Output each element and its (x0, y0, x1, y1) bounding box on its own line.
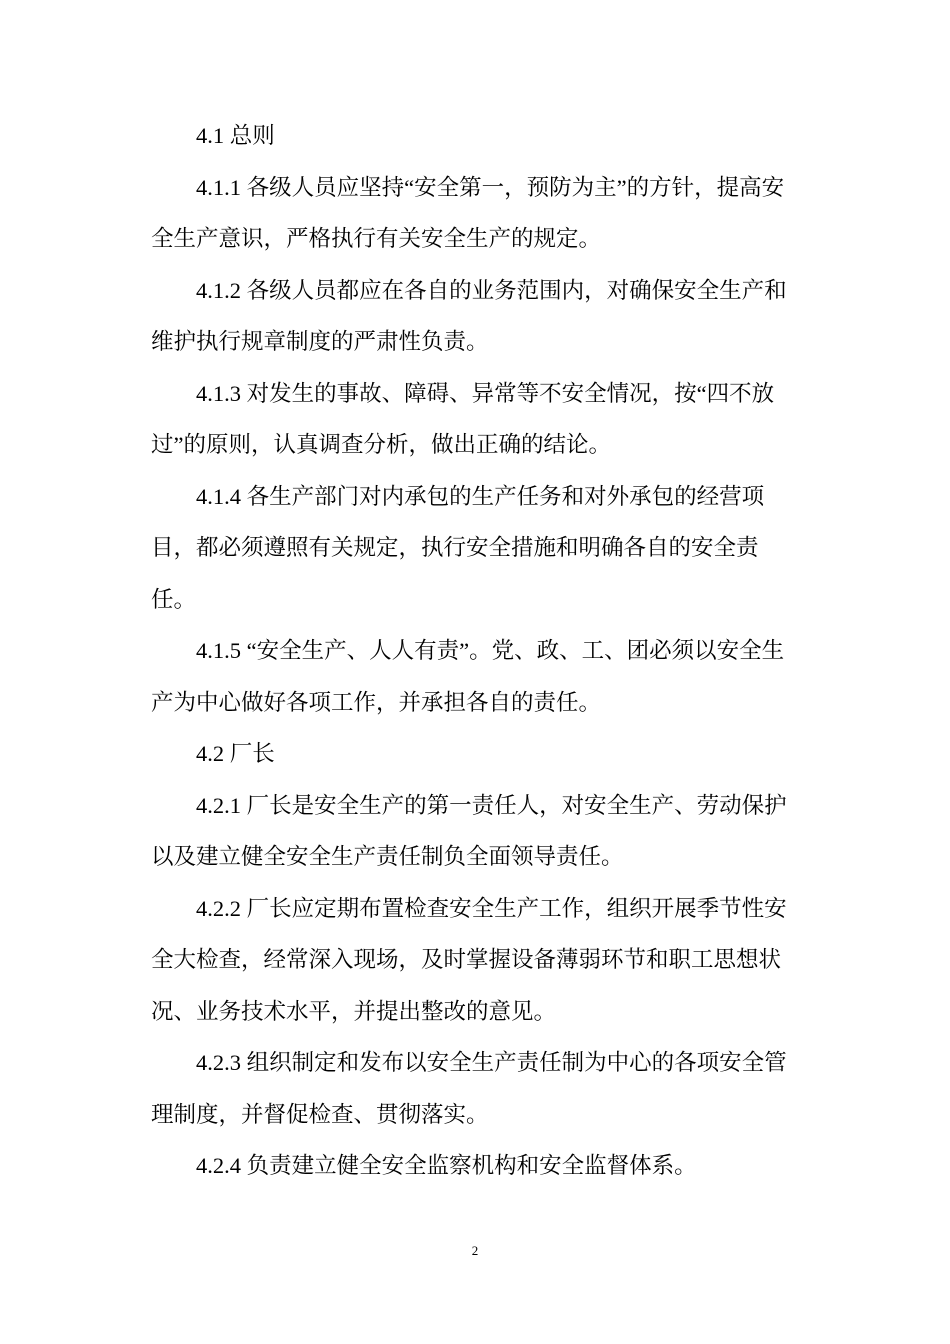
page-number: 2 (471, 1243, 479, 1258)
paragraph-4-1-1: 4.1.1 各级人员应坚持“安全第一，预防为主”的方针，提高安全生产意识，严格执行有关安全生产的规定。 (151, 174, 785, 251)
paragraph-4-2-4: 4.2.4 负责建立健全安全监察机构和安全监督体系。 (196, 1153, 697, 1178)
document-body (151, 110, 791, 1192)
paragraph-4-2-2: 4.2.2 厂长应定期布置检查安全生产工作，组织开展季节性安全大检查，经常深入现场，及时掌握设备薄弱环节和职工思想状况、业务技术水平，并提出整改的意见。 (151, 895, 787, 1024)
paragraph-4-2-1: 4.2.1 厂长是安全生产的第一责任人，对安全生产、劳动保护以及建立健全安全生产责任制负全面领导责任。 (151, 792, 787, 869)
section-heading-4-1: 4.1 总则 (196, 123, 275, 148)
paragraph-4-1-3: 4.1.3 对发生的事故、障碍、异常等不安全情况，按“四不放过”的原则，认真调查分析，做出正确的结论。 (151, 380, 775, 457)
paragraph-4-1-4: 4.1.4 各生产部门对内承包的生产任务和对外承包的经营项目，都必须遵照有关规定，执行安全措施和明确各自的安全责任。 (151, 483, 765, 612)
paragraph-4-2-3: 4.2.3 组织制定和发布以安全生产责任制为中心的各项安全管理制度，并督促检查、贯彻落实。 (151, 1050, 787, 1127)
section-heading-4-2: 4.2 厂长 (196, 741, 275, 766)
paragraph-4-1-2: 4.1.2 各级人员都应在各自的业务范围内，对确保安全生产和维护执行规章制度的严肃性负责。 (151, 277, 787, 354)
paragraph-4-1-5: 4.1.5 “安全生产、人人有责”。党、政、工、团必须以安全生产为中心做好各项工作，并承担各自的责任。 (151, 638, 785, 715)
